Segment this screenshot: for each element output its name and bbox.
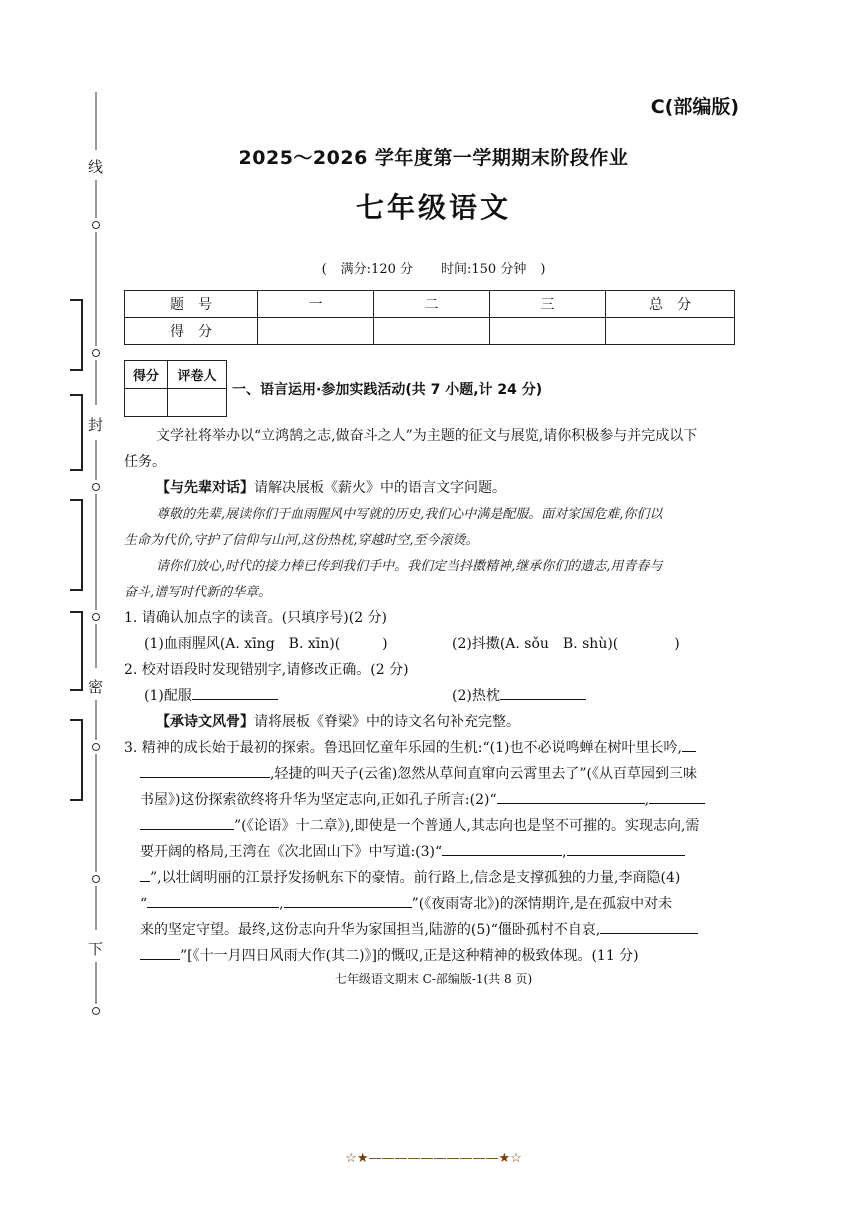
margin-char-mi: 密: [88, 678, 104, 696]
question-3-line: 书屋》)这份探索欲终将升华为坚定志向,正如孔子所言:(2)“ ,: [140, 789, 705, 809]
task-text: 请解决展板《薪火》中的语言文字问题。: [254, 480, 506, 496]
score-table-score-row: [125, 318, 735, 345]
margin-char-xian: 线: [88, 158, 104, 176]
question-1-b[interactable]: (2)抖擞(A. sǒu B. shù)( ): [452, 636, 680, 652]
grader-reviewer-cell[interactable]: [168, 389, 227, 417]
table-cell: 题 号: [125, 291, 258, 318]
page-footer: 七年级语文期末 C-部编版-1(共 8 页): [334, 972, 533, 986]
answer-blank[interactable]: [140, 945, 180, 960]
answer-blank[interactable]: [649, 789, 705, 804]
decorative-divider: ☆★——————————★☆: [345, 1151, 522, 1166]
question-2-b[interactable]: [452, 685, 586, 705]
margin-char-feng: 封: [88, 416, 104, 434]
q3-text: 3. 精神的成长始于最初的探索。鲁迅回忆童年乐园的生机:“(1)也不必说鸣蝉在树叶里长吟,: [124, 740, 682, 756]
q3-text: ,轻捷的叫天子(云雀)忽然从草间直窜向云霄里去了”(《从百草园到三味: [270, 766, 697, 782]
answer-blank[interactable]: [567, 841, 685, 856]
margin-char-xia: 下: [88, 940, 104, 958]
table-cell: 二: [374, 291, 490, 318]
task-tag: 【承诗文风骨】: [156, 714, 254, 730]
task-heading: [156, 477, 506, 497]
edition-label: C(部编版): [650, 96, 739, 118]
score-table-header-row: [125, 291, 735, 318]
full-score: 满分:120 分: [340, 262, 413, 277]
table-cell: 一: [258, 291, 374, 318]
q3-text: 书屋》)这份探索欲终将升华为坚定志向,正如孔子所言:(2)“: [140, 792, 497, 808]
question-3-line: [140, 945, 639, 965]
answer-blank[interactable]: [497, 789, 645, 804]
exam-meta: ( 满分:120 分 时间:150 分钟 ): [321, 262, 546, 277]
term-title: 2025～2026 学年度第一学期期末阶段作业: [238, 147, 629, 169]
question-2-a-label: (1)配服: [144, 688, 192, 704]
answer-blank[interactable]: [284, 893, 412, 908]
score-table: [124, 290, 735, 345]
question-1-stem: 1. 请确认加点字的读音。(只填序号)(2 分): [124, 610, 388, 626]
answer-blank[interactable]: [192, 685, 278, 700]
task-tag: 【与先辈对话】: [156, 480, 254, 496]
answer-blank[interactable]: [140, 867, 150, 882]
q3-text: 要开阔的格局,王湾在《次北固山下》中写道:(3)“: [140, 844, 443, 860]
exam-time: 时间:150 分钟: [441, 262, 527, 277]
passage-line: 奋斗,谱写时代新的华章。: [124, 585, 272, 600]
q3-text: ”[《十一月四日风雨大作(其二)》]的慨叹,正是这种精神的极致体现。(11 分): [180, 948, 639, 964]
answer-blank[interactable]: [140, 763, 270, 778]
answer-blank[interactable]: [147, 893, 279, 908]
table-cell: 三: [490, 291, 606, 318]
task-text: 请将展板《脊梁》中的诗文名句补充完整。: [254, 714, 520, 730]
grader-box: [124, 360, 227, 417]
table-cell: 总 分: [606, 291, 735, 318]
q3-text: ”(《夜雨寄北》)的深情期许,是在孤寂中对未: [411, 896, 673, 912]
grader-reviewer-label: 评卷人: [168, 361, 227, 389]
question-2-b-label: (2)热枕: [452, 688, 500, 704]
passage-line: 尊敬的先辈,展读你们于血雨腥风中写就的历史,我们心中满是配服。面对家国危难,你们以: [156, 507, 663, 522]
answer-blank[interactable]: [682, 737, 696, 752]
answer-blank[interactable]: [600, 919, 698, 934]
answer-blank[interactable]: [500, 685, 586, 700]
question-1-a[interactable]: (1)血雨腥风(A. xīng B. xīn)( ): [144, 636, 388, 652]
question-2-stem: 2. 校对语段时发现错别字,请修改正确。(2 分): [124, 662, 409, 678]
score-input-cell[interactable]: [258, 318, 374, 345]
question-3-line: “ , ”(《夜雨寄北》)的深情期许,是在孤寂中对未: [140, 893, 672, 913]
grader-score-label: 得分: [125, 361, 168, 389]
score-input-cell[interactable]: [374, 318, 490, 345]
q3-text: 来的坚定守望。最终,这份志向升华为家国担当,陆游的(5)“僵卧孤村不自哀,: [140, 922, 601, 938]
score-input-cell[interactable]: [490, 318, 606, 345]
grader-score-cell[interactable]: [125, 389, 168, 417]
score-input-cell[interactable]: [606, 318, 735, 345]
subject-title: 七年级语文: [355, 191, 511, 224]
q3-text: ”,以壮阔明丽的江景抒发扬帆东下的豪情。前行路上,信念是支撑孤独的力量,李商隐(4): [150, 870, 681, 886]
task-heading: [156, 711, 520, 731]
question-3-line: [140, 919, 698, 939]
intro-line: 任务。: [124, 454, 166, 470]
answer-blank[interactable]: [140, 815, 234, 830]
passage-line: 生命为代价,守护了信仰与山河,这份热枕,穿越时空,至今滚烫。: [124, 533, 479, 548]
answer-blank[interactable]: [442, 841, 562, 856]
question-3-line: [140, 867, 680, 887]
passage-line: 请你们放心,时代的接力棒已传到我们手中。我们定当抖擞精神,继承你们的遗志,用青春与: [156, 559, 663, 574]
question-2-a[interactable]: [144, 685, 278, 705]
table-cell: 得 分: [125, 318, 258, 345]
question-3-line: [124, 737, 696, 757]
question-3-line: [140, 815, 699, 835]
question-3-line: 要开阔的格局,王湾在《次北固山下》中写道:(3)“ ,: [140, 841, 685, 861]
question-3-line: [140, 763, 697, 783]
intro-line: 文学社将举办以“立鸿鹄之志,做奋斗之人”为主题的征文与展览,请你积极参与并完成以下: [156, 428, 698, 444]
q3-text: ”(《论语》十二章》),即使是一个普通人,其志向也是坚不可摧的。实现志向,需: [234, 818, 700, 834]
section-title: 一、语言运用·参加实践活动(共 7 小题,计 24 分): [232, 382, 543, 398]
